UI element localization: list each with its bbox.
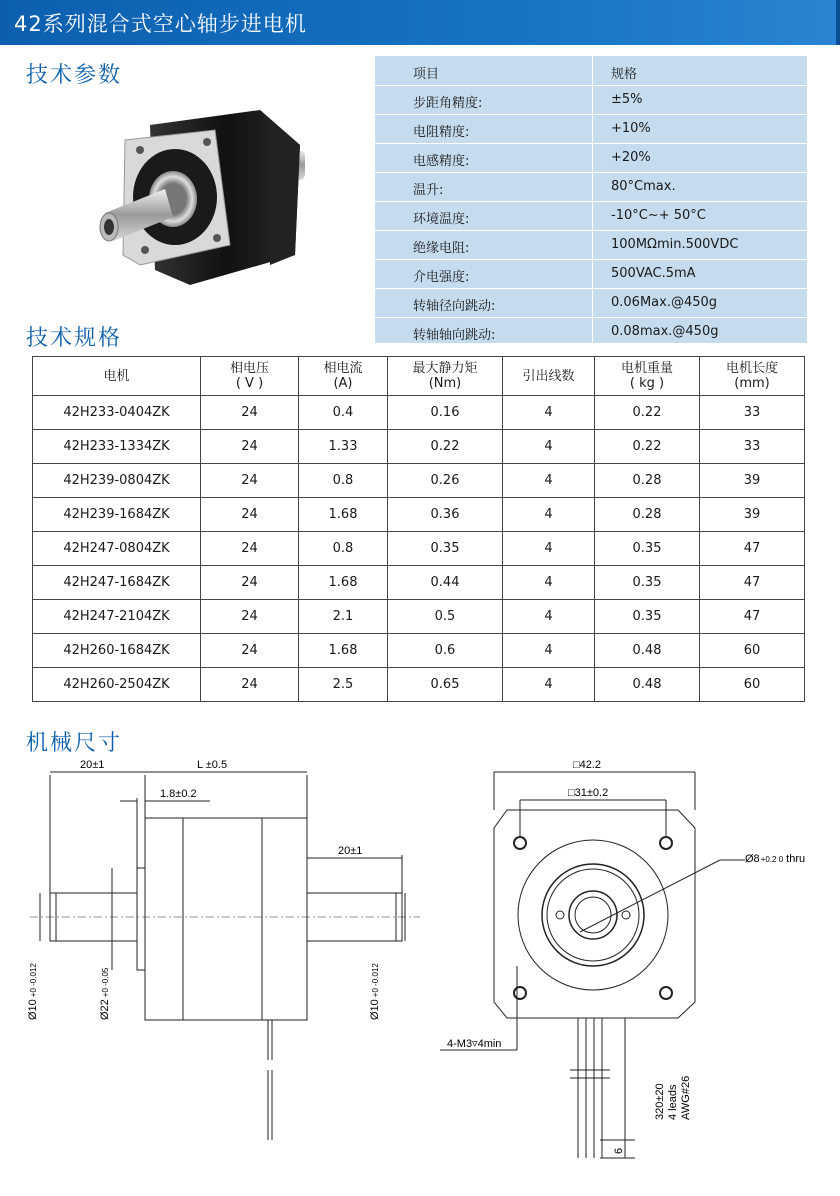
specs-header-cell — [299, 357, 388, 396]
param-value: 500VAC.5mA — [611, 266, 696, 281]
table-row — [33, 396, 805, 430]
table-row — [33, 668, 805, 702]
table-row — [33, 464, 805, 498]
table-cell: 42H239-0804ZK — [33, 464, 201, 498]
table-cell: 42H260-2504ZK — [33, 668, 201, 702]
table-cell: 42H247-1684ZK — [33, 566, 201, 600]
pilot-ring — [518, 840, 668, 990]
param-key: 电阻精度: — [413, 125, 470, 140]
table-cell: 4 — [503, 668, 595, 702]
header-line1: 相电流 — [323, 361, 363, 376]
param-value: 80°Cmax. — [611, 179, 676, 194]
dim-flange: 1.8±0.2 — [160, 788, 197, 800]
table-row — [33, 634, 805, 668]
dim-strip: 6 — [613, 1147, 625, 1154]
table-row — [33, 498, 805, 532]
boss — [137, 868, 145, 970]
table-cell: 0.48 — [595, 668, 700, 702]
table-cell: 42H233-1334ZK — [33, 430, 201, 464]
header-line1: 电机重量 — [620, 361, 673, 376]
table-cell: 0.35 — [388, 532, 503, 566]
table-cell: 24 — [201, 498, 299, 532]
dim-screws: 4-M3▿4min — [447, 1038, 502, 1050]
table-cell: 0.4 — [299, 396, 388, 430]
specs-header-row — [33, 357, 805, 396]
dim-boss-dia: Ø22+0 -0.05 — [99, 967, 111, 1020]
table-cell: 39 — [700, 498, 805, 532]
param-key: 电感精度: — [413, 154, 470, 169]
header-line1: 相电压 — [229, 361, 269, 376]
params-row — [375, 172, 807, 202]
table-cell: 42H247-2104ZK — [33, 600, 201, 634]
params-header-row — [375, 56, 807, 86]
table-cell: 24 — [201, 600, 299, 634]
table-row — [33, 600, 805, 634]
table-cell: 4 — [503, 430, 595, 464]
page-title: 42系列混合式空心轴步进电机 — [14, 12, 307, 36]
section-title-dims: 机械尺寸 — [26, 731, 123, 756]
header-edge — [836, 0, 840, 45]
table-cell: 47 — [700, 600, 805, 634]
table-cell: 1.33 — [299, 430, 388, 464]
param-key: 环境温度: — [413, 212, 470, 227]
table-cell: 42H233-0404ZK — [33, 396, 201, 430]
table-cell: 24 — [201, 430, 299, 464]
param-key: 介电强度: — [413, 270, 470, 285]
header-line1: 引出线数 — [522, 368, 575, 384]
mechanical-drawing — [0, 750, 840, 1190]
table-cell: 4 — [503, 634, 595, 668]
dim-lead-length: 320±20 — [654, 1083, 666, 1120]
header-line2: (mm) — [734, 376, 770, 391]
specs-header-cell — [595, 357, 700, 396]
specs-table — [32, 356, 805, 702]
table-cell: 4 — [503, 532, 595, 566]
header-line2: (Nm) — [428, 376, 462, 391]
table-cell: 0.5 — [388, 600, 503, 634]
motor-body — [145, 818, 307, 1020]
table-cell: 24 — [201, 668, 299, 702]
table-row — [33, 532, 805, 566]
params-table — [375, 56, 807, 343]
motor-photo — [95, 105, 310, 295]
param-key: 绝缘电阻: — [413, 241, 470, 256]
table-cell: 0.48 — [595, 634, 700, 668]
params-row — [375, 85, 807, 115]
table-cell: 1.68 — [299, 498, 388, 532]
table-cell: 47 — [700, 532, 805, 566]
param-value: +10% — [611, 121, 651, 136]
dim-awg: AWG#26 — [680, 1075, 692, 1120]
table-cell: 24 — [201, 566, 299, 600]
dim-leads: 4 leads — [667, 1084, 679, 1120]
dim-bore: Ø8+0.2 0 thru — [745, 853, 806, 865]
specs-body — [33, 396, 805, 702]
table-cell: 4 — [503, 464, 595, 498]
table-cell: 0.22 — [595, 396, 700, 430]
table-cell: 47 — [700, 566, 805, 600]
table-cell: 1.68 — [299, 634, 388, 668]
header-line1: 电机长度 — [725, 361, 778, 376]
table-cell: 39 — [700, 464, 805, 498]
table-cell: 42H247-0804ZK — [33, 532, 201, 566]
dim-square: □42.2 — [573, 759, 602, 771]
param-key: 温升: — [413, 183, 444, 198]
table-cell: 0.35 — [595, 532, 700, 566]
params-row — [375, 114, 807, 144]
header-line2: (A) — [333, 376, 353, 391]
dim-shaft-left-dia: Ø10+0 -0.012 — [27, 963, 39, 1020]
header-line1: 最大静力矩 — [412, 361, 478, 376]
table-cell: 0.26 — [388, 464, 503, 498]
param-value: +20% — [611, 150, 651, 165]
table-cell: 1.68 — [299, 566, 388, 600]
specs-header-cell — [201, 357, 299, 396]
header-line2: ( V ) — [235, 376, 264, 391]
params-row — [375, 201, 807, 231]
param-value: -10°C~+ 50°C — [611, 208, 706, 223]
param-key: 步距角精度: — [413, 96, 483, 111]
mount-hole — [514, 987, 526, 999]
param-value: ±5% — [611, 92, 643, 107]
table-cell: 24 — [201, 464, 299, 498]
side-view — [30, 772, 420, 1140]
param-key: 转轴轴向跳动: — [413, 328, 496, 343]
table-cell: 60 — [700, 668, 805, 702]
dim-shaft-right: 20±1 — [338, 845, 363, 857]
table-cell: 0.44 — [388, 566, 503, 600]
table-cell: 0.22 — [388, 430, 503, 464]
header-line2: ( kg ) — [629, 376, 665, 391]
table-row — [33, 430, 805, 464]
params-row — [375, 230, 807, 260]
header-line1: 电机 — [103, 368, 130, 384]
params-header-item: 项目 — [413, 67, 440, 82]
table-cell: 0.28 — [595, 464, 700, 498]
table-cell: 2.5 — [299, 668, 388, 702]
table-cell: 0.22 — [595, 430, 700, 464]
dim-shaft-left: 20±1 — [80, 759, 105, 771]
mount-hole — [660, 837, 672, 849]
dim-body-length: L ±0.5 — [197, 759, 228, 771]
table-cell: 0.35 — [595, 566, 700, 600]
params-header-spec: 规格 — [611, 67, 638, 82]
mount-hole — [514, 837, 526, 849]
table-cell: 4 — [503, 396, 595, 430]
params-row — [375, 317, 807, 346]
param-value: 100MΩmin.500VDC — [611, 237, 739, 252]
section-title-params: 技术参数 — [26, 63, 123, 88]
mount-hole — [660, 987, 672, 999]
params-row — [375, 288, 807, 318]
table-cell: 0.28 — [595, 498, 700, 532]
table-cell: 0.8 — [299, 464, 388, 498]
table-cell: 24 — [201, 396, 299, 430]
table-cell: 42H260-1684ZK — [33, 634, 201, 668]
table-cell: 33 — [700, 396, 805, 430]
param-value: 0.08max.@450g — [611, 324, 719, 339]
params-row — [375, 143, 807, 173]
table-cell: 42H239-1684ZK — [33, 498, 201, 532]
section-title-specs: 技术规格 — [26, 326, 123, 351]
table-cell: 33 — [700, 430, 805, 464]
table-cell: 2.1 — [299, 600, 388, 634]
specs-header-cell — [700, 357, 805, 396]
table-cell: 0.16 — [388, 396, 503, 430]
params-row — [375, 259, 807, 289]
specs-header-cell — [503, 357, 595, 396]
dim-shaft-right-dia: Ø10+0 -0.012 — [369, 963, 381, 1020]
table-cell: 0.8 — [299, 532, 388, 566]
header-bar — [0, 0, 840, 45]
table-cell: 0.35 — [595, 600, 700, 634]
table-cell: 0.36 — [388, 498, 503, 532]
table-cell: 4 — [503, 498, 595, 532]
table-cell: 4 — [503, 566, 595, 600]
param-key: 转轴径向跳动: — [413, 299, 496, 314]
table-row — [33, 566, 805, 600]
table-cell: 4 — [503, 600, 595, 634]
table-cell: 24 — [201, 634, 299, 668]
table-cell: 60 — [700, 634, 805, 668]
table-cell: 0.65 — [388, 668, 503, 702]
specs-header-cell — [33, 357, 201, 396]
table-cell: 0.6 — [388, 634, 503, 668]
table-cell: 24 — [201, 532, 299, 566]
dim-hole-pitch: □31±0.2 — [568, 787, 609, 799]
front-view — [440, 772, 745, 1158]
specs-header-cell — [388, 357, 503, 396]
param-value: 0.06Max.@450g — [611, 295, 718, 310]
